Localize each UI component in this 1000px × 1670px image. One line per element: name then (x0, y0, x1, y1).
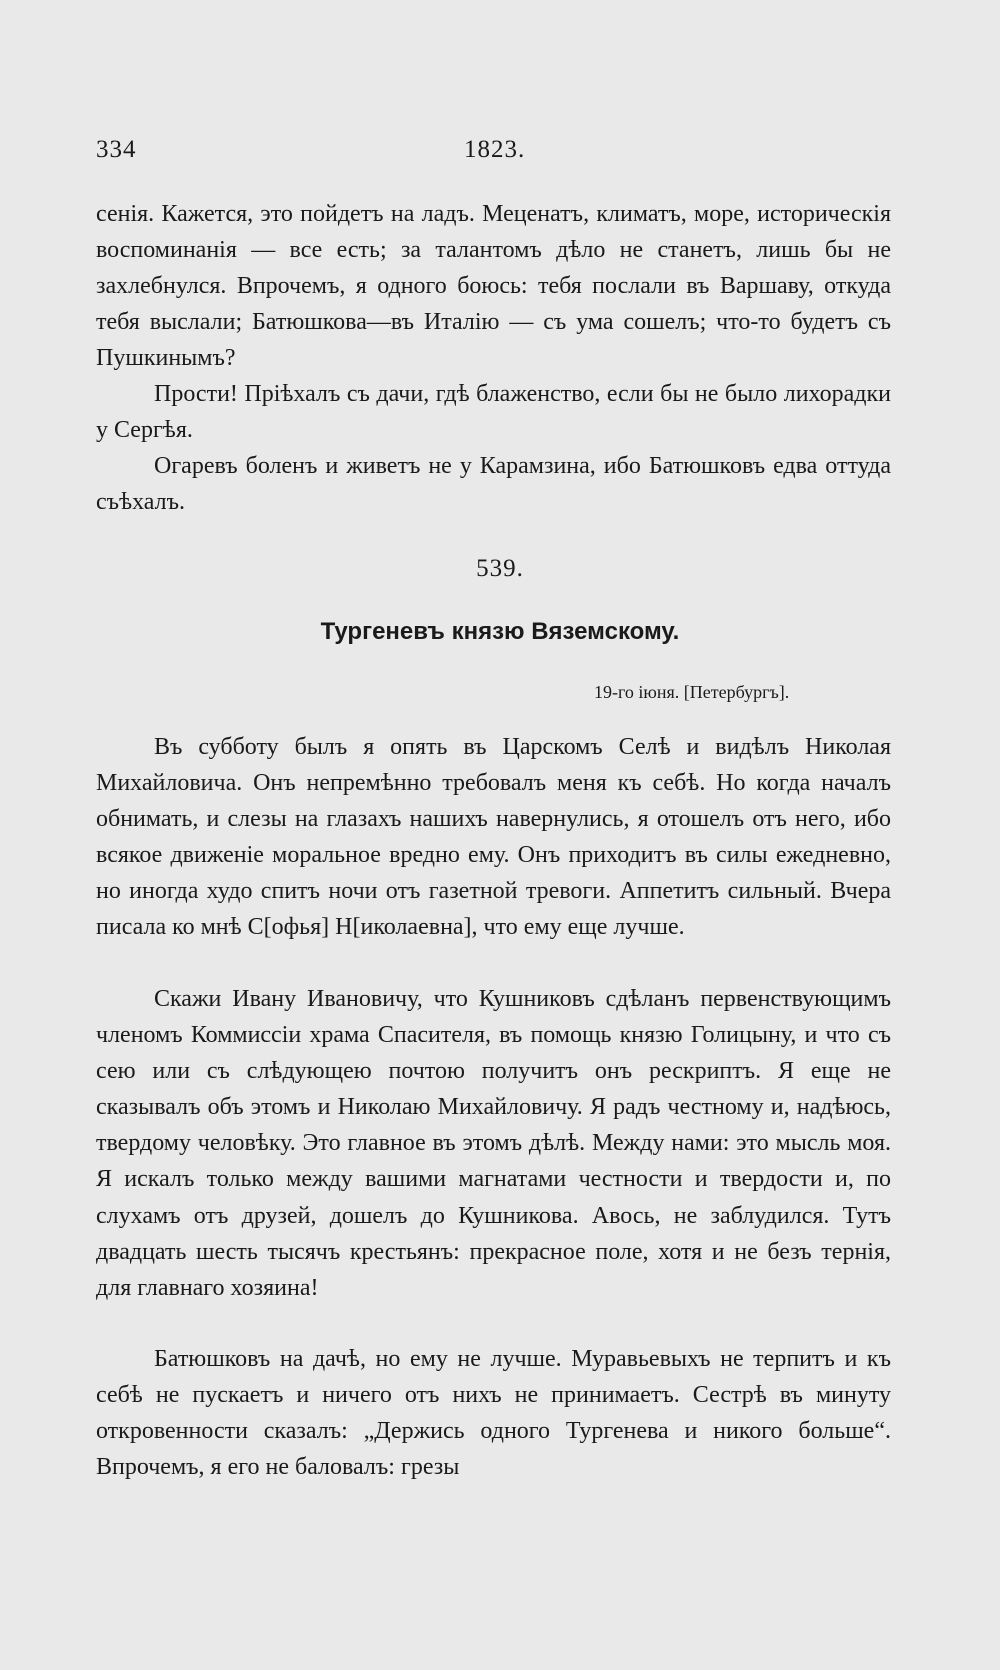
letter-paragraph: Въ субботу былъ я опять въ Царскомъ Селѣ и видѣлъ Николая Михайловича. Онъ непремѣнно требовалъ меня къ себѣ. Но когда началъ обнимать, и слезы на глазахъ нашихъ навернулись, я отошелъ отъ него, ибо всякое движеніе моральное вредно ему. Онъ приходитъ въ силы ежедневно, но иногда худо спитъ ночи отъ газетной тревоги. Аппетитъ сильный. Вчера писала ко мнѣ С[офья] Н[иколаевна], что ему еще лучше. (96, 734, 891, 941)
paragraph-ogarev: Огаревъ боленъ и живетъ не у Карамзина, ибо Батюшковъ едва оттуда съѣхалъ. (96, 453, 891, 516)
header-year: 1823. (464, 136, 526, 163)
paragraph-continued: сенія. Кажется, это пойдетъ на ладъ. Меценатъ, климатъ, море, историческія воспоминанія — все есть; за талантомъ дѣло не станетъ, лишь бы не захлебнулся. Впрочемъ, я одного боюсь: тебя послали въ Варшаву, откуда тебя выслали; Батюшкова—въ Италію — съ ума сошелъ; что-то будетъ съ Пушкинымъ? (96, 201, 891, 372)
letter-paragraph: Батюшковъ на дачѣ, но ему не лучше. Муравьевыхъ не терпитъ и къ себѣ не пускаетъ и ничего отъ нихъ не принимаетъ. Сестрѣ въ минуту откровенности сказалъ: „Держись одного Тургенева и никого больше“. Впрочемъ, я его не баловалъ: грезы (96, 1346, 891, 1481)
paragraph-farewell: Прости! Пріѣхалъ съ дачи, гдѣ блаженство, если бы не было лихорадки у Сергѣя. (96, 381, 891, 444)
letter-paragraph: Скажи Ивану Ивановичу, что Кушниковъ сдѣланъ первенствующимъ членомъ Коммиссіи храма Спасителя, въ помощь князю Голицыну, и что съ сею или съ слѣдующею почтою получитъ онъ рескриптъ. Я еще не сказывалъ объ этомъ и Николаю Михайловичу. Я радъ честному и, надѣюсь, твердому человѣку. Это главное въ этомъ дѣлѣ. Между нами: это мысль моя. Я искалъ только между вашими магнатами честности и твердости и, по слухамъ отъ друзей, дошелъ до Кушникова. Авось, не заблудился. Тутъ двадцать шесть тысячъ крестьянъ: прекрасное поле, хотя и не безъ тернія, для главнаго хозяина! (96, 986, 891, 1301)
letter-number: 539. (476, 555, 524, 582)
page-number: 334 (96, 136, 137, 163)
letter-dateline: 19-го іюня. [Петербургъ]. (594, 682, 790, 702)
letter-heading: Тургеневъ князю Вяземскому. (320, 618, 680, 645)
